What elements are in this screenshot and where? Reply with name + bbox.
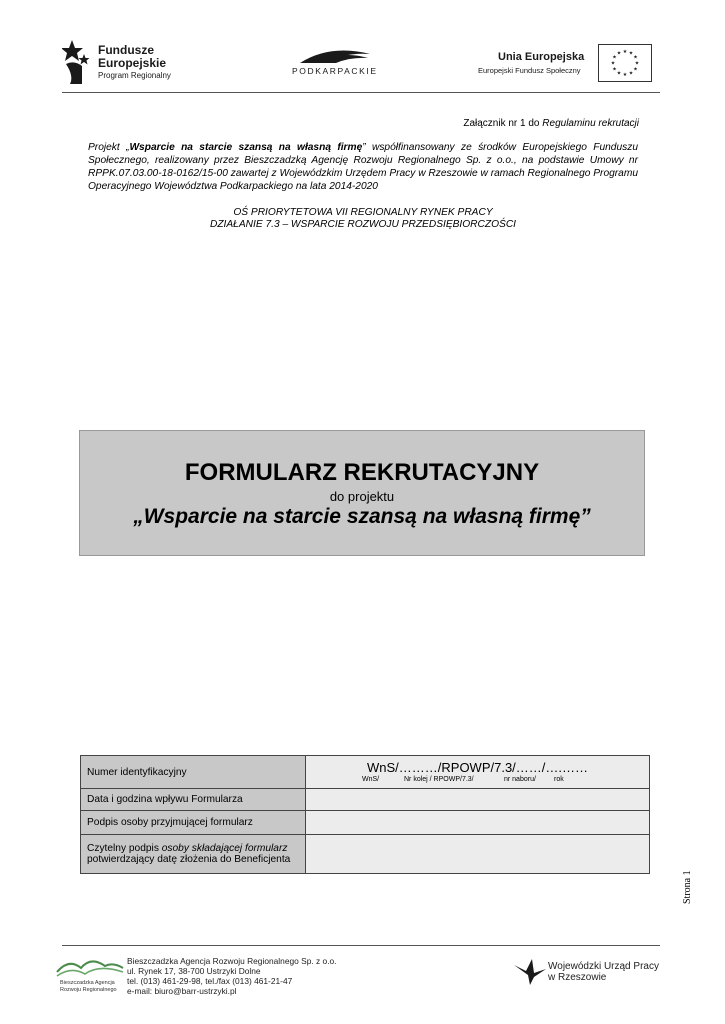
fundusze-europejskie-logo	[62, 40, 192, 84]
applicant-signature-label: Czytelny podpis osoby składającej formularz potwierdzający datę złożenia do Beneficjenta	[81, 835, 306, 874]
barr-logo-caption: Bieszczadzka Agencja Rozwoju Regionalnego	[60, 980, 117, 993]
svg-text:★: ★	[612, 66, 617, 73]
wup-logo-text: Wojewódzki Urząd Pracy w Rzeszowie	[548, 961, 659, 983]
podkarpackie-text: PODKARPACKIE	[292, 66, 378, 76]
table-row	[81, 835, 650, 874]
svg-text:★: ★	[633, 54, 638, 61]
project-name: Wsparcie na starcie szansą na własną firmę	[129, 142, 363, 153]
footer-divider	[62, 945, 660, 946]
svg-text:★: ★	[628, 70, 634, 77]
page-number: Strona 1	[682, 870, 693, 904]
axis-line1: OŚ PRIORYTETOWA VII REGIONALNY RYNEK PRACY	[233, 207, 493, 218]
eu-flag-icon	[598, 44, 652, 82]
ue-sub: Europejski Fundusz Społeczny	[478, 66, 581, 75]
svg-text:★: ★	[622, 49, 628, 55]
svg-text:★: ★	[633, 66, 638, 73]
receipt-date-label: Data i godzina wpływu Formularza	[81, 789, 306, 811]
fe-line2: Europejskie	[98, 56, 167, 70]
ue-title: Unia Europejska	[498, 51, 585, 63]
receiver-signature-label: Podpis osoby przyjmującej formularz	[81, 811, 306, 835]
svg-text:★: ★	[616, 50, 622, 57]
podkarpackie-logo-icon	[290, 46, 390, 82]
footer-phone: tel. (013) 461-29-98, tel./fax (013) 461-21-47	[127, 976, 293, 986]
fe-line1: Fundusze	[98, 43, 154, 57]
id-number-template: WnS/………/RPOWP/7.3/……/….……	[366, 760, 589, 775]
applicant-signature-field[interactable]	[306, 835, 650, 874]
svg-text:★: ★	[628, 50, 634, 57]
svg-text:★: ★	[616, 70, 622, 77]
form-project-name: „Wsparcie na starcie szansą na własną firmę”	[133, 505, 591, 528]
header-divider	[62, 92, 660, 93]
fe-star-icon	[62, 40, 92, 84]
project-intro: Projekt „Wsparcie na starcie szansą na własną firmę” współfinansowany ze środków Europejskiego Funduszu Społecznego, realizowany przez Bieszczadzką Agencję Rozwoju Regionalnego Sp. z o.o., na podstawie Umowy nr RPPK.07.03.00-18-0162/15-00 zawartej z Wojewódzkim Urzędem Pracy w Rzeszowie w ramach Regionalnego Programu Operacyjnego Województwa Podkarpackiego na lata 2014-2020	[88, 142, 638, 192]
table-row	[81, 789, 650, 811]
footer-org: Bieszczadzka Agencja Rozwoju Regionalnego Sp. z o.o.	[127, 956, 337, 966]
axis-line2: DZIAŁANIE 7.3 – WSPARCIE ROZWOJU PRZEDSIĘBIORCZOŚCI	[209, 218, 517, 230]
receipt-date-field[interactable]	[306, 789, 650, 811]
wup-bird-logo-icon	[512, 955, 548, 987]
svg-text:★: ★	[634, 60, 640, 67]
form-title: FORMULARZ REKRUTACYJNY	[184, 459, 540, 486]
footer-street: ul. Rynek 17, 38-700 Ustrzyki Dolne	[127, 966, 261, 976]
footer-address	[127, 956, 337, 996]
receiver-signature-field[interactable]	[306, 811, 650, 835]
id-number-hint: WnS/ Nr kolej / RPOWP/7.3/ nr naboru/ rok	[362, 776, 564, 783]
id-number-label: Numer identyfikacyjny	[81, 756, 306, 789]
registration-table	[80, 755, 650, 874]
attachment-note: Załącznik nr 1 do Regulaminu rekrutacji	[463, 118, 639, 129]
fe-sub: Program Regionalny	[98, 71, 171, 80]
svg-text:★: ★	[622, 72, 628, 78]
form-subtitle: do projektu	[329, 489, 395, 504]
table-row	[81, 756, 650, 789]
priority-axis	[88, 207, 638, 230]
id-number-field[interactable]	[306, 756, 650, 789]
footer-email[interactable]: e-mail: biuro@barr-ustrzyki.pl	[127, 986, 237, 996]
svg-text:★: ★	[612, 54, 617, 61]
svg-text:★: ★	[610, 60, 616, 67]
form-title-box	[79, 430, 645, 556]
table-row	[81, 811, 650, 835]
